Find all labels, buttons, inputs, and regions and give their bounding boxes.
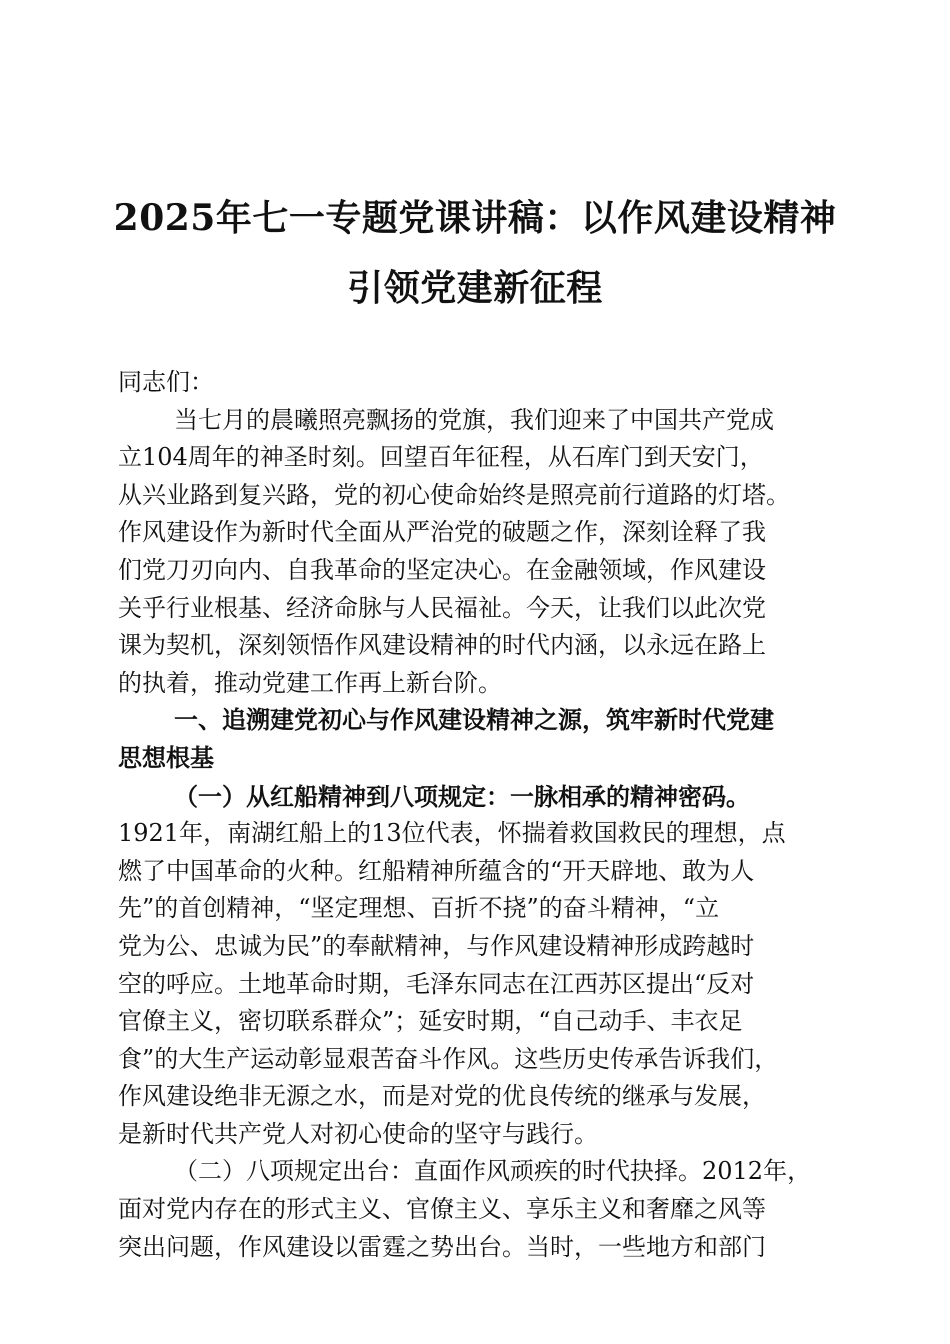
paragraph-line: 课为契机，深刻领悟作风建设精神的时代内涵，以永远在路上 [118, 631, 766, 660]
paragraph-line: 当七月的晨曦照亮飘扬的党旗，我们迎来了中国共产党成 [174, 405, 774, 434]
paragraph-line: 空的呼应。土地革命时期，毛泽东同志在江西苏区提出“反对 [118, 969, 755, 998]
paragraph-line: 们党刀刃向内、自我革命的坚定决心。在金融领域，作风建设 [118, 555, 766, 584]
paragraph-line: 燃了中国革命的火种。红船精神所蕴含的“开天辟地、敢为人 [118, 856, 755, 885]
paragraph-line: 是新时代共产党人对初心使命的坚守与践行。 [118, 1119, 598, 1148]
section-heading: 一、追溯建党初心与作风建设精神之源，筑牢新时代党建 [174, 706, 774, 735]
paragraph-line: 关乎行业根基、经济命脉与人民福祉。今天，让我们以此次党 [118, 593, 766, 622]
paragraph-line: 1921年，南湖红船上的13位代表，怀揣着救国救民的理想，点 [118, 819, 786, 848]
salutation: 同志们： [118, 368, 214, 396]
paragraph-line: 先”的首创精神，“坚定理想、百折不挠”的奋斗精神，“立 [118, 894, 720, 923]
paragraph-line: 官僚主义，密切联系群众”；延安时期，“自己动手、丰衣足 [118, 1007, 743, 1036]
paragraph-line: 面对党内存在的形式主义、官僚主义、享乐主义和奢靡之风等 [118, 1195, 766, 1224]
document-title-line-1: 2025年七一专题党课讲稿：以作风建设精神 [113, 197, 837, 239]
subsection-heading: （一）从红船精神到八项规定：一脉相承的精神密码。 [174, 781, 750, 811]
paragraph-line: 作风建设作为新时代全面从严治党的破题之作，深刻诠释了我 [118, 518, 766, 547]
document-title-line-2: 引领党建新征程 [347, 267, 603, 309]
paragraph-line: 食”的大生产运动彰显艰苦奋斗作风。这些历史传承告诉我们， [118, 1044, 779, 1073]
paragraph-line: 从兴业路到复兴路，党的初心使命始终是照亮前行道路的灯塔。 [118, 480, 790, 509]
paragraph-line: （二）八项规定出台：直面作风顽疾的时代抉择。2012年， [174, 1157, 812, 1186]
section-heading: 思想根基 [118, 743, 214, 772]
paragraph-line: 突出问题，作风建设以雷霆之势出台。当时，一些地方和部门 [118, 1232, 766, 1261]
paragraph-line: 的执着，推动党建工作再上新台阶。 [118, 668, 502, 697]
paragraph-line: 立104周年的神圣时刻。回望百年征程，从石库门到天安门， [118, 443, 764, 472]
document-body [118, 364, 840, 1266]
paragraph-line: 党为公、忠诚为民”的奉献精神，与作风建设精神形成跨越时 [118, 931, 755, 960]
paragraph-line: 作风建设绝非无源之水，而是对党的优良传统的继承与发展， [118, 1082, 766, 1111]
